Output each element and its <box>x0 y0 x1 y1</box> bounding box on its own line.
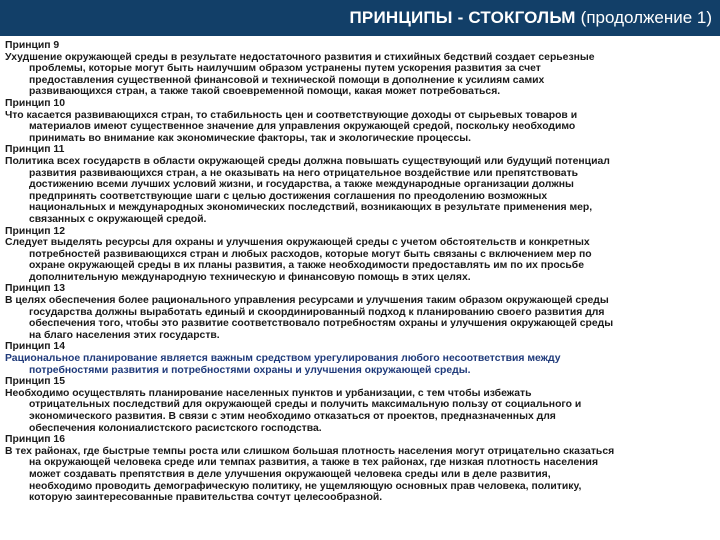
slide-title-bar <box>0 0 720 36</box>
principle-text-line: национальных и международных экономических последствий, возникающих в результате применения мер, <box>29 202 593 214</box>
principle-text-line: Рациональное планирование является важным средством урегулирования любого несоответствия между <box>5 353 561 365</box>
principle-text-line: может создавать препятствия в деле улучшения окружающей человека среды или в деле развития, <box>29 468 551 480</box>
principle-heading: Принцип 16 <box>5 434 65 446</box>
principle-text-line: принимать во внимание как экономические факторы, так и экологические процессы. <box>29 132 472 144</box>
principle-heading: Принцип 10 <box>5 97 65 109</box>
principle-text-line: отрицательных последствий для окружающей среды и получить максимальную пользу от социального и <box>29 399 582 411</box>
principle-block <box>5 40 715 98</box>
principle-block <box>5 376 715 434</box>
principle-text-line: Следует выделять ресурсы для охраны и улучшения окружающей среды с учетом обстоятельств и конкретных <box>5 237 590 249</box>
principle-heading: Принцип 9 <box>5 40 60 51</box>
principles-text-body <box>0 40 720 540</box>
principle-heading: Принцип 13 <box>5 283 65 295</box>
principle-text-line: связанных с окружающей средой. <box>29 213 207 225</box>
principle-text-line: обеспечения того, чтобы это развитие соответствовало потребностям охраны и улучшения окружающей среды <box>29 318 614 330</box>
principle-block <box>5 341 715 376</box>
principle-block <box>5 434 715 504</box>
principle-text-line: проблемы, которые могут быть наилучшим образом устранены путем ускорения развития за счет <box>29 63 541 75</box>
principle-text-line: достижению всеми лучших условий жизни, и государства, а также международные организации должны <box>29 179 574 191</box>
principle-text-line: развития развивающихся стран, а не оказывать на него отрицательное воздействие или препятствовать <box>29 167 579 179</box>
principle-text-line: материалов имеют существенное значение для управления окружающей средой, поскольку необходимо <box>29 121 576 133</box>
principle-text-line: потребностей развивающихся стран и любых расходов, которые могут быть связаны с включением мер по <box>29 248 592 260</box>
principle-heading: Принцип 14 <box>5 341 65 353</box>
principle-text-line: развивающихся стран, а также такой своевременной помощи, какая может потребоваться. <box>29 86 501 98</box>
principle-text-line: Необходимо осуществлять планирование населенных пунктов и урбанизации, с тем чтобы избежать <box>5 387 532 399</box>
principle-text-line: необходимо проводить демографическую политику, не ущемляющую основных прав человека, политику, <box>29 480 582 492</box>
principle-text-line: дополнительную международную техническую и финансовую помощь в этих целях. <box>29 271 471 283</box>
slide-subtitle: (продолжение 1) <box>580 8 712 27</box>
principle-block <box>5 98 715 144</box>
principle-text-line: предоставления существенной финансовой и технической помощи в дополнение к усилиям самих <box>29 74 545 86</box>
principle-text-line: В целях обеспечения более рационального управления ресурсами и улучшения таким образом окружающей среды <box>5 295 609 307</box>
principle-text-line: экономического развития. В связи с этим необходимо отказаться от проектов, предназначенных для <box>29 411 556 422</box>
principle-block <box>5 144 715 225</box>
principle-text-line: предпринять соответствующие шаги с целью достижения соглашения по преодолению возможных <box>29 190 548 202</box>
slide-title: ПРИНЦИПЫ - СТОКГОЛЬМ <box>349 8 576 27</box>
principle-block <box>5 283 715 341</box>
principle-text-line: Ухудшение окружающей среды в результате недостаточного развития и стихийных бедствий создает серьезные <box>5 51 595 63</box>
principle-text-line: Что касается развивающихся стран, то стабильность цен и соответствующие доходы от сырьевых товаров и <box>5 109 578 121</box>
principle-text-line: Политика всех государств в области окружающей среды должна повышать существующий или будущий потенциал <box>5 155 610 167</box>
principle-text-line: на окружающей человека среде или темпах развития, а также в тех районах, где низкая плотность населения <box>29 457 599 469</box>
principle-heading: Принцип 15 <box>5 376 65 388</box>
principle-text-line: на благо населения этих государств. <box>29 329 220 341</box>
principle-text-line: потребностями развития и потребностями охраны и улучшения окружающей среды. <box>29 364 471 376</box>
principle-text-line: обеспечения колониалистского расистского господства. <box>29 422 322 434</box>
principle-text-line: В тех районах, где быстрые темпы роста или слишком большая плотность населения могут отрицательно сказаться <box>5 445 615 457</box>
principle-text-line: охране окружающей среды в их планы развития, а также необходимости предоставлять им по их просьбе <box>29 260 585 272</box>
principle-heading: Принцип 12 <box>5 225 65 237</box>
principle-block <box>5 226 715 284</box>
principle-text-line: которую заинтересованные правительства сочтут целесообразной. <box>29 492 383 504</box>
principle-heading: Принцип 11 <box>5 144 65 156</box>
principle-text-line: государства должны выработать единый и скоординированный подход к планированию своего развития для <box>29 306 605 318</box>
